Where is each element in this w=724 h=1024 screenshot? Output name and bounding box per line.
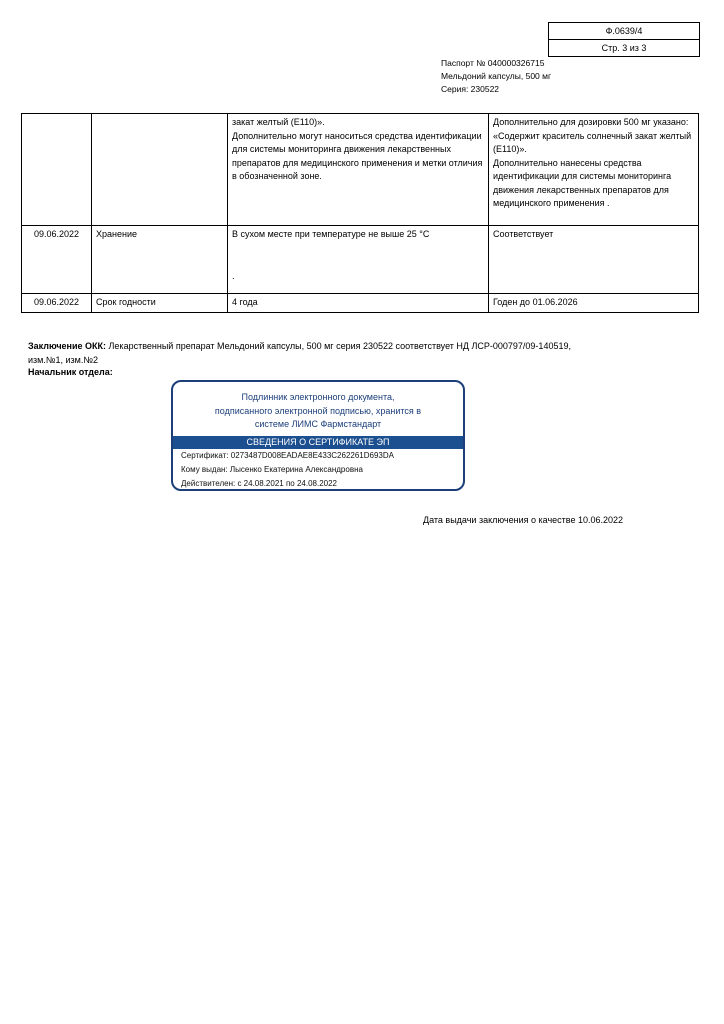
date-cell: 09.06.2022 bbox=[22, 226, 92, 294]
table-row bbox=[22, 114, 699, 226]
passport-header bbox=[441, 57, 551, 96]
requirement-cell: 4 года bbox=[228, 294, 489, 313]
stamp-line-3: системе ЛИМС Фармстандарт bbox=[254, 419, 382, 429]
stamp-line-2: подписанного электронной подписью, хранится в bbox=[214, 405, 422, 416]
certificate-info-bar: СВЕДЕНИЯ О СЕРТИФИКАТЕ ЭП bbox=[173, 436, 463, 449]
requirement-text: В сухом месте при температуре не выше 25 °С bbox=[232, 229, 430, 239]
head-of-department-label: Начальник отдела: bbox=[28, 367, 113, 377]
electronic-signature-stamp bbox=[171, 380, 465, 491]
results-table bbox=[21, 113, 699, 313]
table-row bbox=[22, 226, 699, 294]
conclusion-line bbox=[28, 339, 628, 353]
conclusion-text: Лекарственный препарат Мельдоний капсулы, 500 мг серия 230522 соответствует НД ЛСР-000797/09-140519, bbox=[106, 341, 571, 351]
parameter-cell: Хранение bbox=[92, 226, 228, 294]
parameter-cell bbox=[92, 114, 228, 226]
result-cell: Дополнительно для дозировки 500 мг указано: «Содержит краситель солнечный закат желтый (E110)». Дополнительно нанесены средства идентификации для системы мониторинга движения лекарственных препаратов для медицинского применения . bbox=[489, 114, 699, 226]
requirement-cell: закат желтый (E110)». Дополнительно могут наноситься средства идентификации для системы мониторинга движения лекарственных препаратов для медицинского применения и метки отличия в обозначенной зоне. bbox=[228, 114, 489, 226]
result-cell: Годен до 01.06.2026 bbox=[489, 294, 699, 313]
series-number: Серия: 230522 bbox=[441, 84, 500, 94]
date-cell: 09.06.2022 bbox=[22, 294, 92, 313]
date-cell bbox=[22, 114, 92, 226]
page-number: Стр. 3 из 3 bbox=[549, 39, 699, 56]
certificate-number: Сертификат: 0273487D008EADAE8E433C262261D693DA bbox=[181, 450, 394, 460]
passport-number: Паспорт № 040000326715 bbox=[441, 58, 545, 68]
certificate-owner: Кому выдан: Лысенко Екатерина Александровна bbox=[181, 464, 363, 474]
stamp-line-1: Подлинник электронного документа, bbox=[241, 392, 395, 402]
parameter-cell: Срок годности bbox=[92, 294, 228, 313]
stamp-heading bbox=[173, 391, 463, 432]
conclusion bbox=[28, 339, 628, 367]
conclusion-text-2: изм.№1, изм.№2 bbox=[28, 355, 99, 365]
table-row bbox=[22, 294, 699, 313]
certificate-validity: Действителен: с 24.08.2021 по 24.08.2022 bbox=[181, 478, 337, 488]
form-code: Ф.0639/4 bbox=[605, 26, 643, 36]
issue-date: Дата выдачи заключения о качестве 10.06.2022 bbox=[423, 515, 623, 525]
requirement-cell bbox=[228, 226, 489, 294]
form-code-box bbox=[548, 22, 700, 57]
product-name: Мельдоний капсулы, 500 мг bbox=[441, 71, 552, 81]
result-cell: Соответствует bbox=[489, 226, 699, 294]
conclusion-label: Заключение ОКК: bbox=[28, 341, 107, 351]
requirement-extra: . bbox=[232, 270, 235, 281]
